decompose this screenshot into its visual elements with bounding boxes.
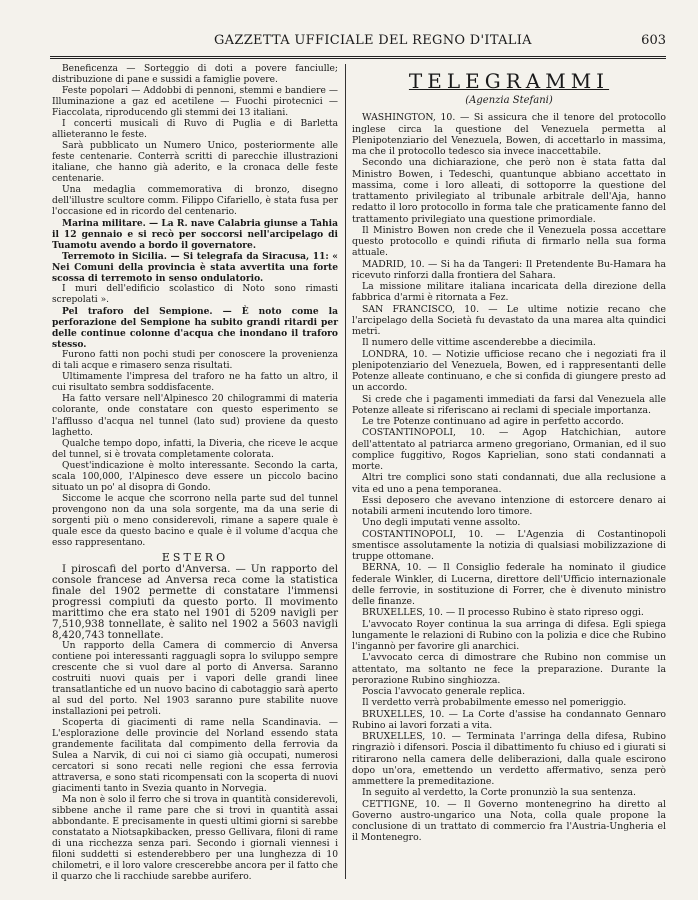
running-header	[0, 33, 698, 51]
paragraph: Ha fatto versare nell'Alpinesco 20 chilogrammi di materia colorante, onde constatare con questo esperimento se l'afflusso d'acqua nel tunnel (lato sud) proviene da questo laghetto.	[52, 394, 338, 438]
telegram: L'avvocato Royer continua la sua arringa di difesa. Egli spiega lungamente le relazioni di Rubino con la polizia e dice che Rubino l'ingannò per favorire gli anarchici.	[352, 618, 666, 652]
news-item-scandinavia: Scoperta di giacimenti di rame nella Scandinavia. — L'esplorazione delle provincie del Norland essendo stata grandemente facilitata dal compimento della ferrovia da Sulea a Narvik, di cui noi ci siamo già occupati, numerosi cercatori si sono recati nelle regioni che essa ferrovia attraversa, e sono stati ricompensati con la scoperta di nuovi giacimenti tanto in Svezia quanto in Norvegia.	[52, 717, 338, 795]
telegram: COSTANTINOPOLI, 10. — L'Agenzia di Costantinopoli smentisce assolutamente la notizia di qualsiasi mobilizzazione di truppe ottomane.	[352, 528, 666, 562]
left-column	[52, 64, 338, 883]
telegram: BRUXELLES, 10. — Il processo Rubino è stato ripreso oggi.	[362, 607, 644, 619]
paragraph: Sarà pubblicato un Numero Unico, posteriormente alle feste centenarie. Conterrà scritti di parecchie illustrazioni italiane, che hanno già aderito, e la cronaca delle feste centenarie.	[52, 141, 338, 185]
paragraph: Qualche tempo dopo, infatti, la Diveria, che riceve le acque del tunnel, si è trovata completamente colorata.	[52, 438, 338, 460]
news-item-marina: Marina militare. — La R. nave Calabria giunse a Tahia il 12 gennaio e si recò per soccorsi nell'arcipelago di Tuamotu avendo a bordo il governatore.	[52, 218, 338, 252]
telegram: Si crede che i pagamenti immediati da farsi dal Venezuela alle Potenze alleate si riferiscano ai reclami di speciale importanza.	[352, 393, 666, 416]
telegram: La missione militare italiana incaricata della direzione della fabbrica d'armi è ritornata a Fez.	[352, 281, 666, 304]
paragraph: Ma non è solo il ferro che si trova in quantità considerevoli, sibbene anche il rame pare che si trovi in quantità assai abbondante. E precisamente in questi ultimi giorni si sarebbe constatato a Niotsapkibacken, presso Gellivara, filoni di rame di una ricchezza senza pari. Secondo i giornali viennesi i filoni suddetti si estenderebbero per una lunghezza di 10 chilometri, e il loro valore crescerebbe ancora per il fatto che il quarzo che li racchiude sarebbe aurifero.	[52, 795, 338, 883]
telegram: BERNA, 10. — Il Consiglio federale ha nominato il giudice federale Winkler, di Lucerna, direttore dell'Ufficio internazionale delle ferrovie, in sostituzione di Forrer, che è divenuto ministro delle finanze.	[352, 562, 666, 607]
paragraph: Furono fatti non pochi studi per conoscere la provenienza di tali acque e rimasero senza risultati.	[52, 350, 338, 372]
header-rule	[50, 56, 666, 57]
telegram: Le tre Potenze continuano ad agire in perfetto accordo.	[362, 416, 624, 427]
news-item-anversa: I piroscafi del porto d'Anversa. — Un rapporto del console francese ad Anversa reca come la statistica finale del 1902 permette di constatare l'immensi progressi compiuti da questo porto. Il movimento marittimo che era stato nel 1901 di 5209 navigli per 7,510,938 tonnellate, è salito nel 1902 a 5603 navigli 8,420,743 tonnellate.	[52, 562, 338, 641]
paragraph: Siccome le acque che scorrono nella parte sud del tunnel provengono non da una sola sorgente, ma da una serie di sorgenti più o meno considerevoli, rimane a sapere quale è quale esce da questo bacino e quale è il volume d'acqua che esso rappresentano.	[52, 493, 338, 548]
paragraph: I muri dell'edificio scolastico di Noto sono rimasti screpolati ».	[52, 284, 338, 306]
paragraph: Una medaglia commemorativa di bronzo, disegno dell'illustre scultore comm. Filippo Cifariello, è stata fusa per l'occasione ed in ricordo del centenario.	[52, 185, 338, 218]
section-heading-estero: ESTERO	[161, 550, 229, 564]
section-heading-telegrammi: TELEGRAMMI	[408, 69, 610, 93]
telegram: Poscia l'avvocato generale replica.	[362, 686, 526, 697]
telegram: Uno degli imputati venne assolto.	[362, 517, 521, 529]
header-rule-double	[50, 58, 666, 59]
agency-credit: (Agenzia Stefani)	[465, 95, 553, 106]
telegram: Essi deposero che avevano intenzione di estorcere denaro ai notabili armeni incutendo loro timore.	[352, 494, 666, 517]
telegram: COSTANTINOPOLI, 10. — Agop Hatchichian, autore dell'attentato al patriarca armeno gregoriano, Ormanian, ed il suo complice fuggitivo, Rogos Kaprielian, sono stati condannati a morte.	[352, 427, 666, 472]
telegram: Altri tre complici sono stati condannati, due alla reclusione a vita ed uno a pena temporanea.	[352, 472, 666, 495]
telegram: MADRID, 10. — Si ha da Tangeri: Il Pretendente Bu-Hamara ha ricevuto rinforzi dalla frontiera del Sahara.	[352, 258, 666, 281]
news-item-sempione: Pel traforo del Sempione. — È noto come la perforazione del Sempione ha subito grandi ritardi per delle continue colonne d'acqua che inondano il traforo stesso.	[52, 306, 338, 351]
telegram: Il verdetto verrà probabilmente emesso nel pomeriggio.	[362, 697, 627, 709]
paragraph: I concerti musicali di Ruvo di Puglia e di Barletta allieteranno le feste.	[52, 119, 338, 141]
telegram: Il numero delle vittime ascenderebbe a diecimila.	[362, 337, 596, 349]
news-item-terremoto: Terremoto in Sicilia. — Si telegrafa da Siracusa, 11: « Nei Comuni della provincia è stata avvertita una forte scossa di terremoto in senso ondulatorio.	[52, 251, 338, 285]
right-column	[352, 64, 666, 844]
paragraph: Un rapporto della Camera di commercio di Anversa contiene poi interessanti ragguagli sopra lo sviluppo sempre crescente che si vuol dare al porto di Anversa. Saranno costruiti nuovi quais per i vapori delle grandi linee transatlantiche ed un nuovo bacino di cabotaggio sarà aperto al sud del porto. Nel 1903 saranno pure stabilite nuove installazioni pei petroli.	[52, 640, 338, 717]
page-number: 603	[641, 33, 666, 48]
telegram: BRUXELLES, 10. — La Corte d'assise ha condannato Gennaro Rubino ai lavori forzati a vita.	[352, 708, 666, 731]
telegram: Il Ministro Bowen non crede che il Venezuela possa accettare questo protocollo e quindi rifiuta di firmarlo nella sua forma attuale.	[352, 224, 666, 259]
telegram: SAN FRANCISCO, 10. — Le ultime notizie recano che l'arcipelago della Società fu devastato da una marea alta quindici metri.	[352, 303, 666, 337]
telegram: WASHINGTON, 10. — Si assicura che il tenore del protocollo inglese circa la questione del Venezuela permetta al Plenipotenziario del Venezuela, Bowen, di accettarlo in massima, ma che il protocollo tedesco sia invece inaccettabile.	[352, 112, 666, 157]
newspaper-title: GAZZETTA UFFICIALE DEL REGNO D'ITALIA	[214, 33, 532, 48]
telegram: Secondo una dichiarazione, che però non è stata fatta dal Ministro Bowen, i Tedeschi, quantunque abbiano accettato in massima, come i loro alleati, di sottoporre la questione del trattamento privilegiato al tribunale arbitrale dell'Aja, hanno redatto il loro protocollo in forma tale che praticamente fanno del trattamento privilegiato una questione primordiale.	[352, 157, 666, 225]
telegram: LONDRA, 10. — Notizie ufficiose recano che i negoziati fra il plenipotenziario del Venezuela, Bowen, ed i rappresentanti delle Potenze alleate continuano, e che si confida di giungere presto ad un accordo.	[352, 348, 666, 394]
telegram: BRUXELLES, 10. — Terminata l'arringa della difesa, Rubino ringraziò i difensori. Poscia il dibattimento fu chiuso ed i giurati si ritirarono nella camera delle deliberazioni, dalla quale escirono dopo un'ora, emettendo un verdetto affermativo, senza però ammettere la premeditazione.	[352, 731, 666, 787]
paragraph: Quest'indicazione è molto interessante. Secondo la carta, scala 100,000, l'Alpinesco deve essere un piccolo bacino situato un po' al disopra di Gondo.	[52, 460, 338, 493]
telegram: L'avvocato cerca di dimostrare che Rubino non commise un attentato, ma soltanto ne fece la preparazione. Durante la perorazione Rubino singhiozza.	[352, 652, 666, 686]
column-divider	[345, 64, 346, 879]
telegram: In seguito al verdetto, la Corte pronunziò la sua sentenza.	[362, 787, 636, 799]
paragraph: Feste popolari — Addobbi di pennoni, stemmi e bandiere — Illuminazione a gaz ed acetilene — Fuochi pirotecnici — Fiaccolata, riproducendo gli stemmi dei 13 italiani.	[52, 86, 338, 119]
paragraph: Beneficenza — Sorteggio di doti a povere fanciulle; distribuzione di pane e sussidi a famiglie povere.	[52, 64, 338, 86]
paragraph: Ultimamente l'impresa del traforo ne ha fatto un altro, il cui risultato sembra soddisfacente.	[52, 372, 338, 394]
telegram: CETTIGNE, 10. — Il Governo montenegrino ha diretto al Governo austro-ungarico una Nota, colla quale propone la conclusione di un trattato di commercio fra l'Austria-Ungheria el il Montenegro.	[352, 798, 666, 844]
